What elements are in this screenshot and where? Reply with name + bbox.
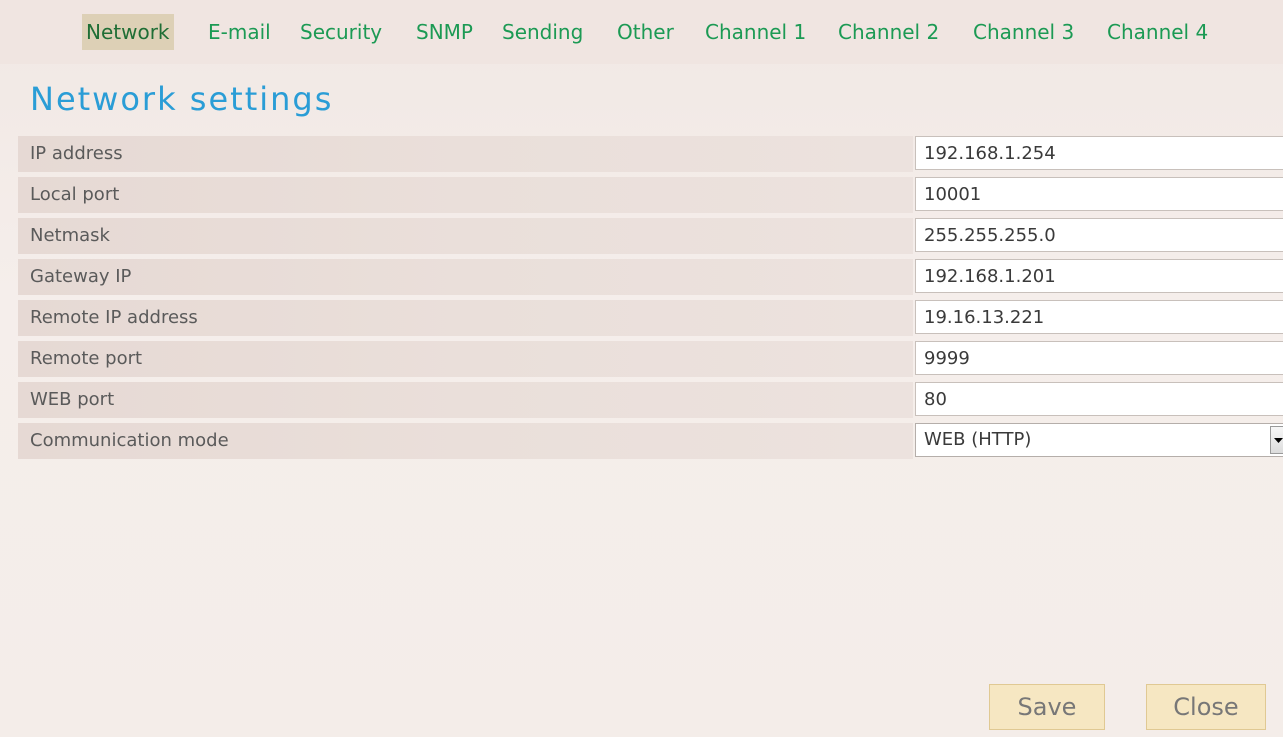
tab-network[interactable]: Network [82,14,174,50]
setting-row-local-port [18,174,1283,215]
row-background [18,382,913,418]
setting-row-gateway-ip [18,256,1283,297]
netmask-label: Netmask [30,225,110,246]
web-port-input[interactable] [915,382,1283,416]
web-port-label: WEB port [30,389,115,410]
gateway-ip-input[interactable] [915,259,1283,293]
tab-channel-2[interactable]: Channel 2 [838,20,940,44]
setting-row-web-port [18,379,1283,420]
local-port-input[interactable] [915,177,1283,211]
page-title: Network settings [30,80,334,118]
tab-channel-1[interactable]: Channel 1 [705,20,807,44]
tab-other[interactable]: Other [617,20,674,44]
tab-snmp[interactable]: SNMP [416,20,473,44]
communication-mode-label: Communication mode [30,430,229,451]
tab-email[interactable]: E-mail [208,20,271,44]
local-port-label: Local port [30,184,120,205]
tab-sending[interactable]: Sending [502,20,584,44]
row-background [18,341,913,377]
setting-row-communication-mode [18,420,1283,461]
setting-row-remote-port [18,338,1283,379]
remote-ip-address-label: Remote IP address [30,307,198,328]
ip-address-input[interactable] [915,136,1283,170]
tab-channel-3[interactable]: Channel 3 [973,20,1075,44]
row-background [18,136,913,172]
tab-channel-4[interactable]: Channel 4 [1107,20,1209,44]
netmask-input[interactable] [915,218,1283,252]
setting-row-netmask [18,215,1283,256]
save-button[interactable]: Save [989,684,1105,730]
gateway-ip-label: Gateway IP [30,266,132,287]
top-nav [0,0,1283,64]
close-button[interactable]: Close [1146,684,1266,730]
setting-row-ip-address [18,133,1283,174]
remote-port-input[interactable] [915,341,1283,375]
dropdown-arrow-icon[interactable] [1270,426,1283,454]
communication-mode-value: WEB (HTTP) [924,429,1032,450]
ip-address-label: IP address [30,143,123,164]
row-background [18,218,913,254]
row-background [18,259,913,295]
tab-security[interactable]: Security [300,20,383,44]
row-background [18,177,913,213]
remote-port-label: Remote port [30,348,143,369]
settings-form [18,133,1283,461]
remote-ip-address-input[interactable] [915,300,1283,334]
setting-row-remote-ip-address [18,297,1283,338]
communication-mode-select[interactable] [915,423,1283,457]
